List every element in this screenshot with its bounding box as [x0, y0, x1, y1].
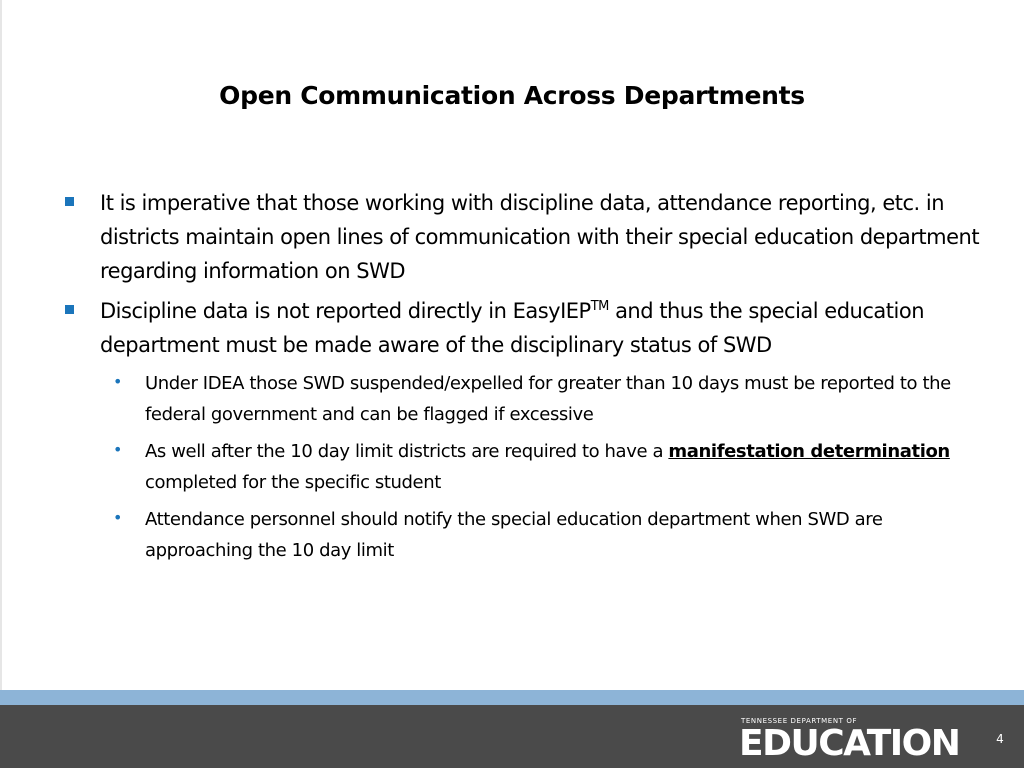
trademark-superscript: TM — [590, 299, 609, 314]
bullet-item — [62, 186, 982, 288]
sub-bullet-item — [100, 368, 982, 430]
bullet-text-before: Discipline data is not reported directly in EasyIEP — [100, 299, 591, 323]
logo-education-text: EDUCATION — [739, 723, 960, 764]
page-number: 4 — [996, 732, 1004, 746]
bullet-text-after: and thus the special education department must be made aware of the disciplinary status of SWD — [100, 299, 925, 357]
sub-bullet-text-after: completed for the specific student — [145, 472, 441, 493]
sub-bullet-text: Under IDEA those SWD suspended/expelled for greater than 10 days must be reported to the federal government and can be flagged if excessive — [145, 373, 951, 425]
round-bullet-icon: • — [113, 440, 123, 459]
round-bullet-icon: • — [113, 508, 123, 527]
manifestation-determination-emphasis: manifestation determination — [668, 441, 950, 462]
sub-bullet-text-before: As well after the 10 day limit districts are required to have a — [145, 441, 669, 462]
footer-accent-stripe — [0, 690, 1024, 705]
sub-bullet-item — [100, 436, 982, 498]
square-bullet-icon — [65, 197, 74, 206]
sub-bullet-list — [62, 368, 982, 566]
bullet-item — [62, 294, 982, 362]
square-bullet-icon — [65, 305, 74, 314]
round-bullet-icon: • — [113, 372, 123, 391]
slide-title: Open Communication Across Departments — [219, 81, 805, 110]
sub-bullet-text: Attendance personnel should notify the special education department when SWD are approaching the 10 day limit — [145, 509, 883, 561]
bullet-text: It is imperative that those working with discipline data, attendance reporting, etc. in districts maintain open lines of communication with their special education department regarding information on SWD — [100, 191, 980, 283]
slide-content — [62, 186, 982, 572]
tn-education-logo — [739, 716, 971, 764]
logo-department-text: TENNESSEE DEPARTMENT OF — [741, 717, 858, 725]
sub-bullet-item — [100, 504, 982, 566]
